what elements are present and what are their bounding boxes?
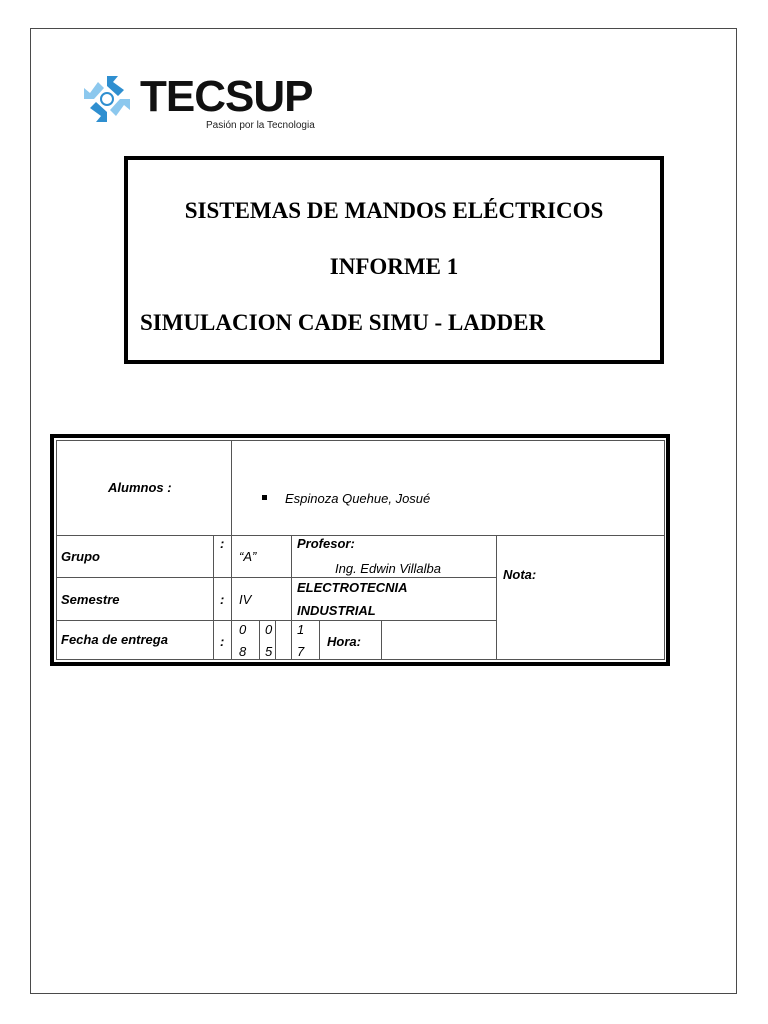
col-divider xyxy=(213,535,214,660)
nota-label: Nota: xyxy=(503,567,537,582)
grupo-label: Grupo xyxy=(61,549,100,564)
fecha-label: Fecha de entrega xyxy=(61,632,168,647)
hora-label: Hora: xyxy=(327,634,361,649)
semestre-value: IV xyxy=(239,592,252,607)
fecha-day-digit: 8 xyxy=(239,644,247,659)
col-divider xyxy=(275,620,276,660)
bullet-icon xyxy=(262,495,267,500)
grupo-value: “A” xyxy=(239,549,257,564)
especialidad-line1: ELECTROTECNIA xyxy=(297,580,408,595)
student-info-table xyxy=(50,434,670,668)
row-divider xyxy=(56,535,665,536)
col-divider xyxy=(319,620,320,660)
fecha-month-digit: 5 xyxy=(265,644,273,659)
col-divider xyxy=(291,535,292,660)
col-divider xyxy=(381,620,382,660)
table-inner-frame xyxy=(56,440,665,660)
brand-tagline: Pasión por la Tecnologia xyxy=(206,120,315,131)
tecsup-logo xyxy=(78,70,328,140)
profesor-label: Profesor: xyxy=(297,536,355,551)
row-divider xyxy=(56,577,496,578)
tecsup-arrows-icon xyxy=(78,70,136,128)
title-box xyxy=(124,156,664,364)
fecha-colon: : xyxy=(220,634,225,649)
fecha-month-digit: 0 xyxy=(265,622,273,637)
profesor-value: Ing. Edwin Villalba xyxy=(335,561,441,576)
fecha-year-digit: 7 xyxy=(297,644,305,659)
fecha-year-digit: 1 xyxy=(297,622,305,637)
brand-name: TECSUP xyxy=(140,72,313,121)
col-divider xyxy=(496,535,497,660)
col-divider xyxy=(231,440,232,660)
fecha-day-digit: 0 xyxy=(239,622,247,637)
report-number: INFORME 1 xyxy=(329,254,459,279)
semestre-colon: : xyxy=(220,592,225,607)
student-name: Espinoza Quehue, Josué xyxy=(285,491,431,506)
especialidad-line2: INDUSTRIAL xyxy=(297,603,376,618)
report-subject: SIMULACION CADE SIMU - LADDER xyxy=(140,310,546,335)
col-divider xyxy=(259,620,260,660)
course-title: SISTEMAS DE MANDOS ELÉCTRICOS xyxy=(184,198,604,223)
alumnos-label: Alumnos : xyxy=(108,480,172,495)
semestre-label: Semestre xyxy=(61,592,120,607)
row-divider xyxy=(56,620,496,621)
grupo-colon: : xyxy=(220,536,225,551)
